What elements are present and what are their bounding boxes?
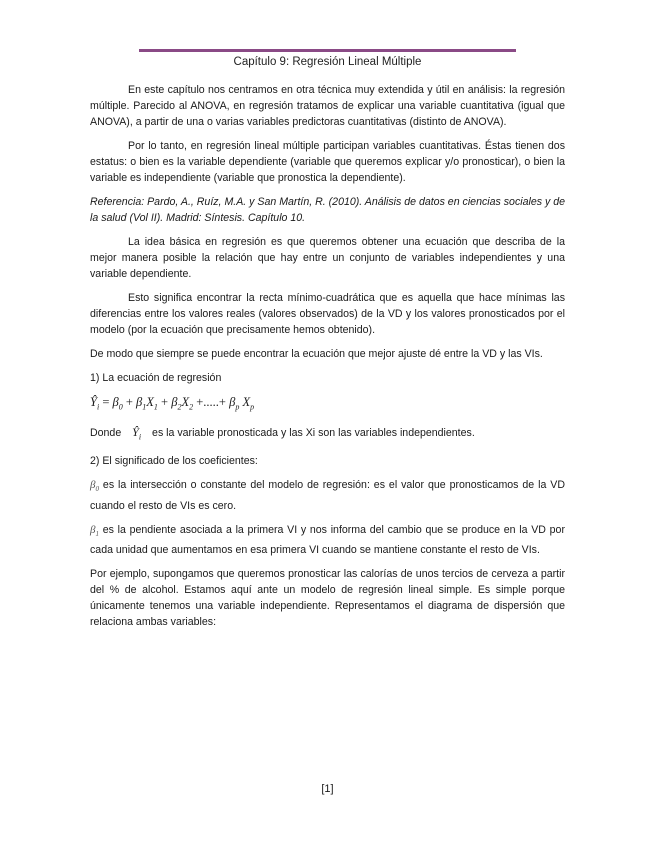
paragraph-beta1: $\beta_1$ es la pendiente asociada a la primera VI y nos informa del cambio que se produce en la VD por cada unidad que aumentamos en esa primera VI cuando se mantiene constante el resto de VIs. <box>90 523 565 556</box>
regression-formula: $Ŷ_i = \beta_0 + \beta_1X_1 + \beta_2X_2$ +.....+ $\beta_p$ $X_p$ <box>90 395 255 412</box>
paragraph-example: Por ejemplo, supongamos que queremos pronosticar las calorías de unos tercios de cerveza a partir del % de alcohol. Estamos aquí ante un modelo de regresión lineal simple. Es simple porque únicamente tenemos una variable independiente. Representamos el diagrama de dispersión que relaciona ambas variables: <box>90 567 565 628</box>
section-heading-coefficients: 2) El significado de los coeficientes: <box>90 455 258 468</box>
paragraph-variables: Por lo tanto, en regresión lineal múltiple participan variables cuantitativas. Éstas tienen dos estatus: o bien es la variable dependiente (variable que queremos explicar y/o pronosticar), o bien la variable es independiente (variable que pronostica la dependiente). <box>90 140 565 184</box>
paragraph-fit: De modo que siempre se puede encontrar la ecuación que mejor ajuste dé entre la VD y las VIs. <box>90 348 543 360</box>
page-number: [1] <box>321 783 334 795</box>
beta1-symbol: $\beta_1$ <box>90 523 99 538</box>
paragraph-least-squares: Esto significa encontrar la recta mínimo-cuadrática que es aquella que hace mínimas las diferencias entre los valores reales (valores observados) de la VD y los valores pronosticados por el modelo (por la ecuación que precisamente hemos obtenido). <box>90 292 565 336</box>
chapter-title: Capítulo 9: Regresión Lineal Múltiple <box>233 56 422 68</box>
paragraph-donde: Donde $Ŷ_i$ es la variable pronosticada y las Xi son las variables independientes. <box>90 424 565 445</box>
paragraph-beta0: $\beta_0$ es la intersección o constante del modelo de regresión: es el valor que pronosticamos de la VD cuando el resto de VIs es cero. <box>90 479 565 512</box>
paragraph-intro: En este capítulo nos centramos en otra técnica muy extendida y útil en análisis: la regresión múltiple. Parecido al ANOVA, en regresión tratamos de explicar una variable cuantitativa (igual que ANOVA), a partir de una o varias variables predictoras cuantitativas (distinto de ANOVA). <box>90 84 565 128</box>
reference-citation: Referencia: Pardo, A., Ruíz, M.A. y San Martín, R. (2010). Análisis de datos en ciencias sociales y de la salud (Vol II). Madrid: Síntesis. Capítulo 10. <box>90 196 565 224</box>
document-body <box>90 82 565 638</box>
y-hat-symbol: $Ŷ_i$ <box>132 425 142 442</box>
header-rule <box>139 49 516 52</box>
paragraph-idea: La idea básica en regresión es que queremos obtener una ecuación que describa de la mejor manera posible la relación que hay entre un conjunto de variables independientes y una variable dependiente. <box>90 236 565 280</box>
beta0-symbol: $\beta_0$ <box>90 479 99 494</box>
section-heading-equation: 1) La ecuación de regresión <box>90 372 222 384</box>
